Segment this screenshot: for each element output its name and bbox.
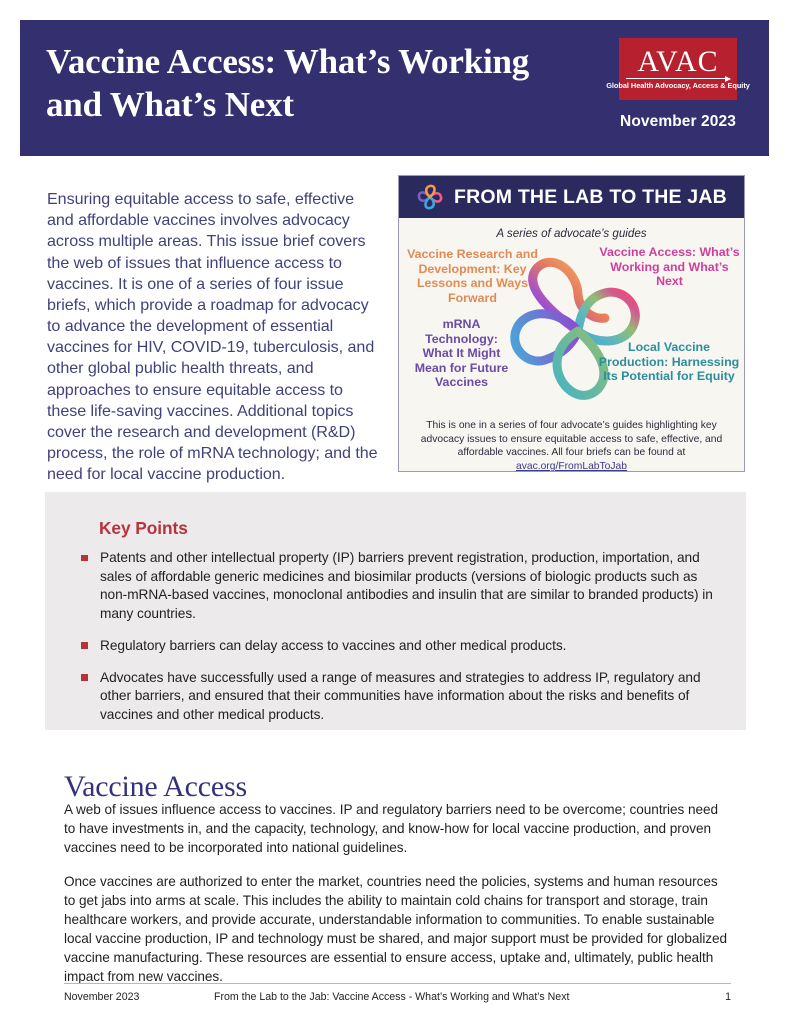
- infographic-footer: [399, 419, 744, 474]
- infographic-footer-text: This is one in a series of four advocate’s guides highlighting key advocacy issues to ensure equitable access to safe, effective, and affordable vaccines. All four briefs can be found at: [420, 420, 723, 459]
- page-footer: [64, 991, 731, 1003]
- key-point-text: Patents and other intellectual property (IP) barriers prevent registration, production, importation, and sales of affordable generic medicines and biosimilar products (versions of biologic products such as non-mRNA-based vaccines, monoclonal antibodies and insulin that are similar to branded products) in many countries.: [100, 550, 713, 622]
- key-points-title: Key Points: [99, 518, 188, 538]
- infographic-label-local-production: Local Vaccine Production: Harnessing Its Potential for Equity: [598, 340, 740, 383]
- infographic-title: FROM THE LAB TO THE JAB: [454, 185, 727, 208]
- page-title: [46, 41, 529, 126]
- infographic-footer-link[interactable]: avac.org/FromLabToJab: [515, 461, 628, 473]
- infographic-box: [398, 175, 745, 472]
- key-point-item: [79, 669, 720, 725]
- section-paragraph-2: Once vaccines are authorized to enter the market, countries need the policies, systems and human resources to get jabs into arms at scale. This includes the ability to maintain cold chains for transport and storage, train healthcare workers, and provide accurate, understandable information to communities. To enable sustainable local vaccine production, IP and technology must be shared, and major support must be provided for globalized vaccine manufacturing. These resources are essential to ensure access, uptake and, ultimately, public health impact from new vaccines.: [64, 873, 728, 985]
- header-banner: [20, 20, 769, 156]
- footer-page-number: 1: [725, 991, 731, 1003]
- infographic-label-vaccine-research: Vaccine Research and Development: Key Lessons and Ways Forward: [407, 247, 538, 305]
- header-right-block: [606, 38, 750, 131]
- section-paragraph-1: A web of issues influence access to vaccines. IP and regulatory barriers need to be overcome; countries need to have investments in, and the capacity, technology, and know-how for local vaccine production, and proven vaccines need to be incorporated into national guidelines.: [64, 801, 719, 855]
- infographic-header: [399, 176, 744, 218]
- infographic-subtitle: A series of advocate’s guides: [496, 227, 647, 240]
- section-heading: Vaccine Access: [64, 769, 247, 803]
- avac-logo-tagline: Global Health Advocacy, Access & Equity: [606, 81, 750, 90]
- square-bullet-icon: [81, 674, 88, 681]
- key-point-item: [79, 637, 720, 656]
- page-title-line1: Vaccine Access: What’s Working: [46, 42, 530, 81]
- footer-divider: [64, 983, 731, 984]
- avac-logo: [606, 38, 750, 100]
- intro-paragraph: Ensuring equitable access to safe, effective and affordable vaccines involves advocacy across multiple areas. This issue brief covers the web of issues that influence access to vaccines. It is one of a series of four issue briefs, which provide a roadmap for advocacy to advance the development of essential vaccines for HIV, COVID-19, tuberculosis, and other global public health threats, and approaches to ensure equitable access to these life-saving vaccines. Additional topics cover the research and development (R&D) process, the role of mRNA technology; and the need for local vaccine production.: [47, 190, 378, 484]
- lab-to-jab-loops-icon: [414, 183, 446, 211]
- square-bullet-icon: [81, 642, 88, 649]
- infographic-label-mrna-technology: mRNA Technology: What It Might Mean for Future Vaccines: [414, 317, 509, 389]
- avac-logo-arrow-icon: [626, 78, 730, 79]
- page-title-line2: and What’s Next: [46, 84, 294, 124]
- avac-logo-wordmark: AVAC: [637, 45, 719, 78]
- key-points-panel: [45, 492, 746, 730]
- infographic-diagram: [399, 240, 744, 415]
- key-point-item: [79, 549, 720, 624]
- footer-title: From the Lab to the Jab: Vaccine Access - What’s Working and What’s Next: [214, 991, 570, 1003]
- header-date: November 2023: [620, 113, 736, 130]
- square-bullet-icon: [81, 555, 88, 562]
- infographic-label-vaccine-access: Vaccine Access: What’s Working and What’s Next: [599, 245, 740, 288]
- footer-date: November 2023: [64, 991, 140, 1003]
- key-point-text: Advocates have successfully used a range of measures and strategies to address IP, regulatory and other barriers, and ensured that their communities have information about the risks and benefits of vaccines and other medical products.: [100, 669, 701, 722]
- key-point-text: Regulatory barriers can delay access to vaccines and other medical products.: [100, 637, 567, 653]
